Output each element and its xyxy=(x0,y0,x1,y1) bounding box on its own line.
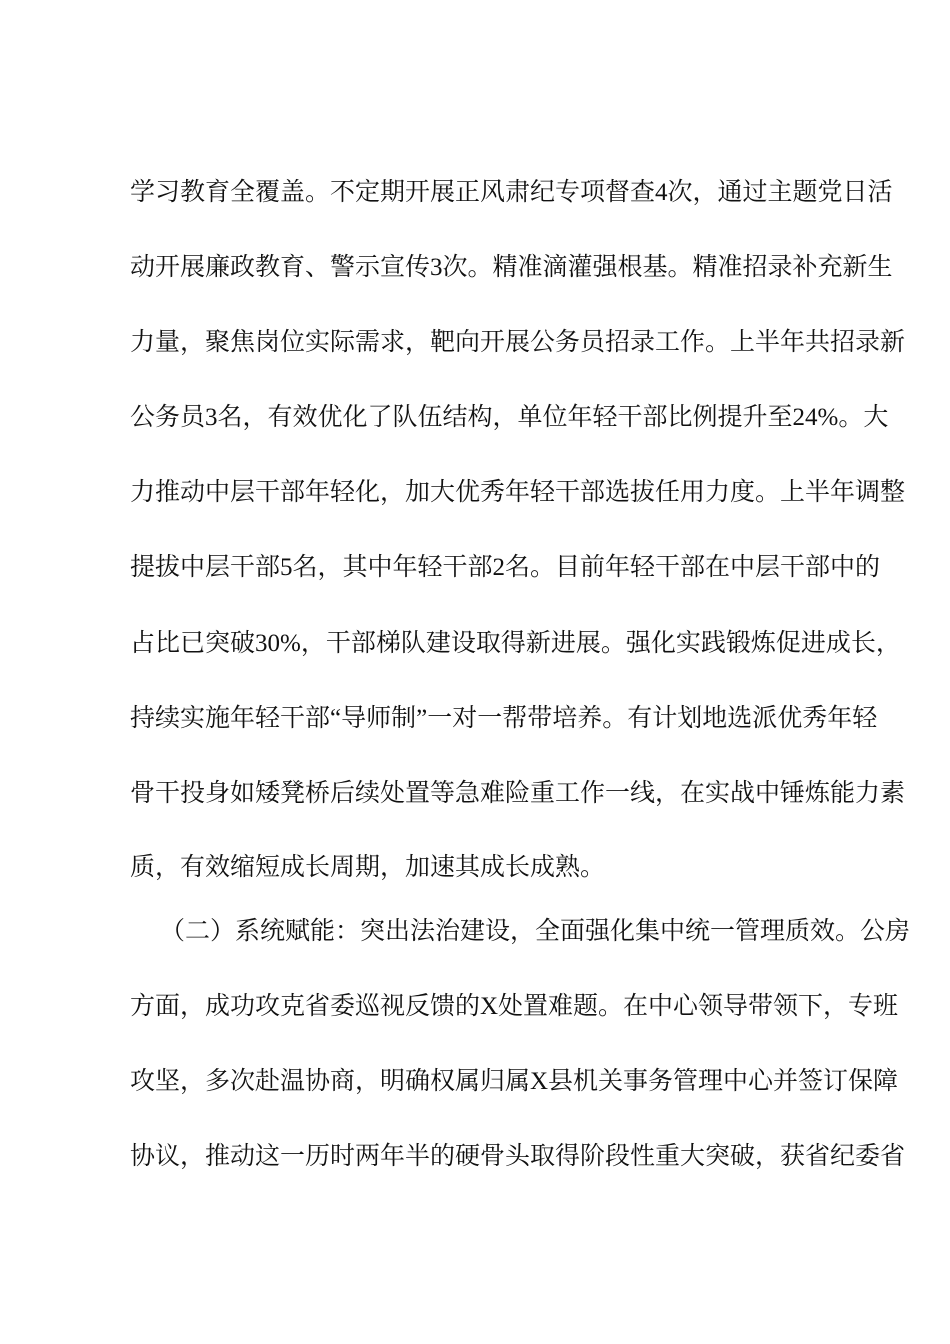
text-line: 学习教育全覆盖。不定期开展正风肃纪专项督查4次，通过主题党日活 xyxy=(130,179,893,206)
text-line: 公务员3名，有效优化了队伍结构，单位年轻干部比例提升至24%。大 xyxy=(130,404,889,431)
section-heading-line: （二）系统赋能：突出法治建设，全面强化集中统一管理质效。公房 xyxy=(160,918,911,945)
text-line: 攻坚，多次赴温协商，明确权属归属X县机关事务管理中心并签订保障 xyxy=(130,1068,899,1095)
text-line: 质，有效缩短成长周期，加速其成长成熟。 xyxy=(130,854,606,881)
text-line: 力量，聚焦岗位实际需求，靶向开展公务员招录工作。上半年共招录新 xyxy=(130,329,906,356)
text-line: 占比已突破30%，干部梯队建设取得新进展。强化实践锻炼促进成长， xyxy=(130,630,901,657)
text-line: 持续实施年轻干部“导师制”一对一帮带培养。有计划地选派优秀年轻 xyxy=(130,705,878,732)
text-line: 提拔中层干部5名，其中年轻干部2名。目前年轻干部在中层干部中的 xyxy=(130,554,881,581)
text-line: 协议，推动这一历时两年半的硬骨头取得阶段性重大突破，获省纪委省 xyxy=(130,1143,906,1170)
text-line: 骨干投身如矮凳桥后续处置等急难险重工作一线，在实战中锤炼能力素 xyxy=(130,780,906,807)
text-line: 方面，成功攻克省委巡视反馈的X处置难题。在中心领导带领下，专班 xyxy=(130,993,899,1020)
text-line: 力推动中层干部年轻化，加大优秀年轻干部选拔任用力度。上半年调整 xyxy=(130,479,906,506)
text-line: 动开展廉政教育、警示宣传3次。精准滴灌强根基。精准招录补充新生 xyxy=(130,254,893,281)
